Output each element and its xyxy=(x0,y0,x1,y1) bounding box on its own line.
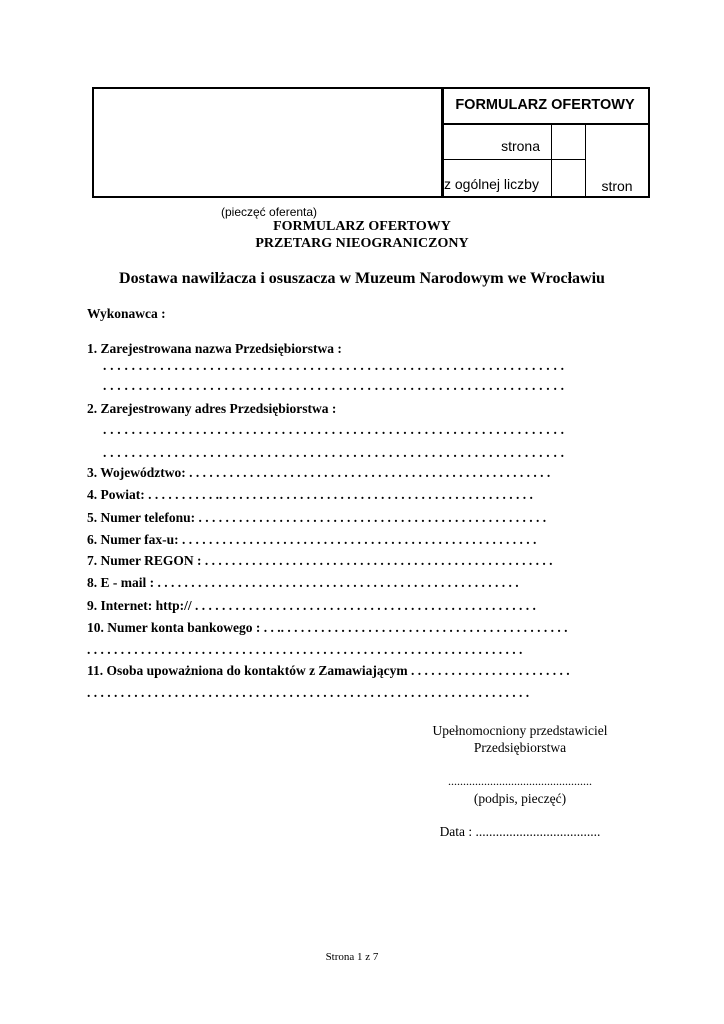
tender-subject: Dostawa nawilżacza i osuszacza w Muzeum Narodowym we Wrocławiu xyxy=(119,270,605,287)
page-footer: Strona 1 z 7 xyxy=(325,951,379,963)
field-phone: 5. Numer telefonu: . . . . . . . . . . . . . . . . . . . . . . . . . . . . . . . . . . . . . . . . . . . . . . . . . . . . xyxy=(87,510,547,525)
field-bank-account-line: . . . . . . . . . . . . . . . . . . . . . . . . . . . . . . . . . . . . . . . . . . . . . . . . . . . . . . . . . . . . . . . . . xyxy=(87,642,523,657)
field-company-name-line-2: . . . . . . . . . . . . . . . . . . . . . . . . . . . . . . . . . . . . . . . . . . . . . . . . . . . . . . . . . . . . . . . . . xyxy=(103,378,565,393)
header-pages-label: stron xyxy=(601,178,633,194)
signature-caption: (podpis, pieczęć) xyxy=(473,791,567,806)
header-title: FORMULARZ OFERTOWY xyxy=(455,97,635,113)
field-company-address-label: 2. Zarejestrowany adres Przedsiębiorstwa : xyxy=(87,401,337,416)
field-contact-person-line: . . . . . . . . . . . . . . . . . . . . . . . . . . . . . . . . . . . . . . . . . . . . . . . . . . . . . . . . . . . . . . . . . . xyxy=(87,685,530,700)
signature-role-line-1: Upełnomocniony przedstawiciel xyxy=(432,723,608,738)
field-company-name-label: 1. Zarejestrowana nazwa Przedsiębiorstwa : xyxy=(87,341,342,356)
field-internet: 9. Internet: http:// . . . . . . . . . . . . . . . . . . . . . . . . . . . . . . . . . . . . . . . . . . . . . . . . . . . xyxy=(87,598,536,613)
field-email: 8. E - mail : . . . . . . . . . . . . . . . . . . . . . . . . . . . . . . . . . . . . . . . . . . . . . . . . . . . . . . xyxy=(87,575,519,590)
form-subtitle: PRZETARG NIEOGRANICZONY xyxy=(255,236,469,251)
signature-line: ................................................ xyxy=(448,774,592,788)
stamp-caption: (pieczęć oferenta) xyxy=(221,205,318,219)
field-regon: 7. Numer REGON : . . . . . . . . . . . . . . . . . . . . . . . . . . . . . . . . . . . . . . . . . . . . . . . . . . . . xyxy=(87,553,553,568)
signature-role-line-2: Przedsiębiorstwa xyxy=(473,740,567,755)
field-fax: 6. Numer fax-u: . . . . . . . . . . . . . . . . . . . . . . . . . . . . . . . . . . . . . . . . . . . . . . . . . . . . . xyxy=(87,532,537,547)
field-company-name-line-1: . . . . . . . . . . . . . . . . . . . . . . . . . . . . . . . . . . . . . . . . . . . . . . . . . . . . . . . . . . . . . . . . . xyxy=(103,358,565,373)
field-company-address-line-2: . . . . . . . . . . . . . . . . . . . . . . . . . . . . . . . . . . . . . . . . . . . . . . . . . . . . . . . . . . . . . . . . . xyxy=(103,445,565,460)
date-field: Data : ..................................... xyxy=(439,824,601,839)
form-title: FORMULARZ OFERTOWY xyxy=(273,219,451,234)
header-box xyxy=(92,87,650,198)
field-voivodeship: 3. Województwo: . . . . . . . . . . . . . . . . . . . . . . . . . . . . . . . . . . . . . . . . . . . . . . . . . . . . . . xyxy=(87,465,551,480)
field-bank-account: 10. Numer konta bankowego : . . .. . . . . . . . . . . . . . . . . . . . . . . . . . . . . . . . . . . . . . . . . . . xyxy=(87,620,568,635)
header-page-label: strona xyxy=(501,138,540,154)
field-county: 4. Powiat: . . . . . . . . . . .. . . . . . . . . . . . . . . . . . . . . . . . . . . . . . . . . . . . . . . . . . . . . . . xyxy=(87,487,533,502)
header-of-total-label: z ogólnej liczby xyxy=(444,176,539,192)
field-contact-person: 11. Osoba upoważniona do kontaktów z Zamawiającym . . . . . . . . . . . . . . . . . . . . . . . . xyxy=(87,663,570,678)
field-company-address-line-1: . . . . . . . . . . . . . . . . . . . . . . . . . . . . . . . . . . . . . . . . . . . . . . . . . . . . . . . . . . . . . . . . . xyxy=(103,422,565,437)
contractor-label: Wykonawca : xyxy=(87,306,166,321)
